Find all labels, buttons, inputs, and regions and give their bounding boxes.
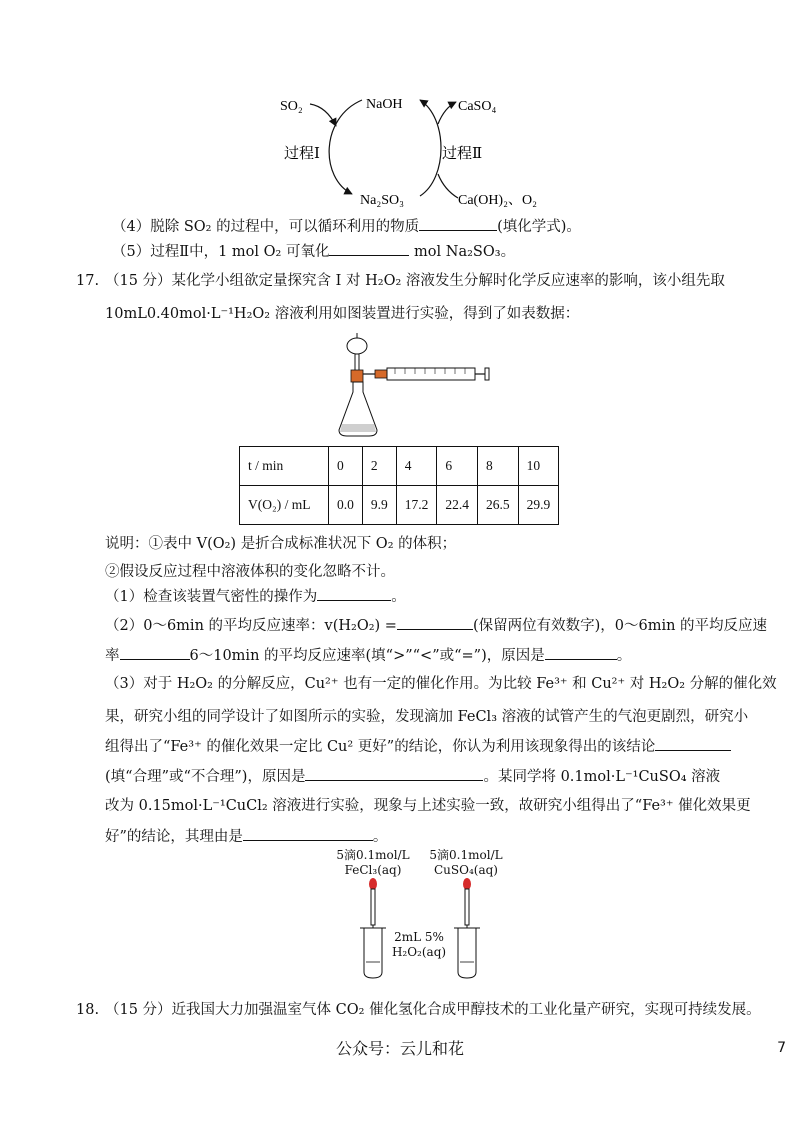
answer-blank-17-2b[interactable] xyxy=(120,645,190,660)
answer-blank-4[interactable] xyxy=(419,216,497,231)
question-18-text: （15 分）近我国大力加强温室气体 CO₂ 催化氢化合成甲醇技术的工业化量产研究，实现可持续发展。 xyxy=(105,1002,761,1018)
process2-label: 过程Ⅱ xyxy=(442,146,483,162)
na2so3-label: Na₂SO₃ xyxy=(360,193,404,208)
table-row xyxy=(240,447,559,486)
right-test-tube xyxy=(454,928,480,978)
table-cell: 2 xyxy=(362,447,396,486)
h2o2-label: 2mL 5% H₂O₂(aq) xyxy=(391,930,447,959)
footer-text: 公众号：云儿和花 xyxy=(335,1039,464,1058)
table-cell: 0.0 xyxy=(329,486,363,525)
answer-blank-17-1[interactable] xyxy=(317,586,391,601)
process1-arc xyxy=(329,100,362,194)
answer-blank-17-2a[interactable] xyxy=(397,615,473,630)
table-row xyxy=(240,486,559,525)
answer-blank-17-3a[interactable] xyxy=(655,736,731,751)
caso4-label: CaSO₄ xyxy=(458,99,497,114)
right-dropper xyxy=(463,878,471,936)
right-dropper-label: 5滴0.1mol/L CuSO₄(aq) xyxy=(429,848,503,877)
table-cell: 17.2 xyxy=(396,486,437,525)
so2-arrow xyxy=(310,104,336,126)
answer-blank-17-2c[interactable] xyxy=(545,645,617,660)
question-17-line2: 10mL0.40mol·L⁻¹H₂O₂ 溶液利用如图装置进行实验，得到了如表数据： xyxy=(105,306,580,322)
table-cell: 22.4 xyxy=(437,486,478,525)
question-5: （5）过程Ⅱ中，1 mol O₂ 可氧化 mol Na₂SO₃。 xyxy=(112,241,515,262)
page-number: 7 xyxy=(777,1040,786,1056)
answer-blank-17-3c[interactable] xyxy=(243,826,373,841)
table-cell: 8 xyxy=(478,447,519,486)
table-cell: 29.9 xyxy=(518,486,559,525)
test-tube-diagram xyxy=(355,878,485,980)
left-dropper-label: 5滴0.1mol/L FeCl₃(aq) xyxy=(336,848,410,877)
note-1: 说明：①表中 V(O₂) 是折合成标准状况下 O₂ 的体积； xyxy=(105,536,457,552)
question-17-3b: 果，研究小组的同学设计了如图所示的实验，发现滴加 FeCl₃ 溶液的试管产生的气泡更剧烈，研究小 xyxy=(105,709,749,725)
table-cell: 4 xyxy=(396,447,437,486)
table-header-label: t / min xyxy=(240,447,329,486)
caso4-arrow xyxy=(438,102,456,124)
question-17-3f: 改为 0.15mol·L⁻¹CuCl₂ 溶液进行实验，现象与上述实验一致，故研究小组得出了“Fe³⁺ 催化效果更 xyxy=(105,798,751,814)
caoh2-o2-label: Ca(OH)₂、O₂ xyxy=(458,193,537,208)
question-17-number: 17. xyxy=(76,273,100,289)
data-table xyxy=(239,446,559,525)
process1-label: 过程Ⅰ xyxy=(284,146,320,162)
question-17-3d: (填“合理”或“不合理”)，原因是 。某同学将 0.1mol·L⁻¹CuSO₄ 溶液 xyxy=(105,766,720,787)
answer-blank-5[interactable] xyxy=(329,241,409,256)
naoh-label: NaOH xyxy=(366,97,403,112)
caoh2-arrow xyxy=(438,174,458,198)
table-cell: 0 xyxy=(329,447,363,486)
table-cell: 6 xyxy=(437,447,478,486)
question-18-number: 18. xyxy=(76,1002,100,1018)
question-17-2a: （2）0～6min 的平均反应速率：v(H₂O₂) = (保留两位有效数字)，0～6min 的平均反应速 xyxy=(105,615,767,636)
table-cell: 10 xyxy=(518,447,559,486)
question-4: （4）脱除 SO₂ 的过程中，可以循环利用的物质 (填化学式)。 xyxy=(112,216,581,237)
question-17-3g: 好”的结论，其理由是 。 xyxy=(105,826,387,847)
left-test-tube xyxy=(360,928,386,978)
table-cell: 9.9 xyxy=(362,486,396,525)
question-17-3a: （3）对于 H₂O₂ 的分解反应，Cu²⁺ 也有一定的催化作用。为比较 Fe³⁺ 和 Cu²⁺ 对 H₂O₂ 分解的催化效 xyxy=(105,676,777,692)
so2-label: SO₂ xyxy=(280,99,303,114)
so2-cycle-diagram xyxy=(270,88,570,213)
question-17-2b: 率 6～10min 的平均反应速率(填“>”“<”或“=”)，原因是 。 xyxy=(105,645,631,666)
answer-blank-17-3b[interactable] xyxy=(305,766,483,781)
left-dropper xyxy=(369,878,377,936)
process2-arc xyxy=(420,100,441,196)
question-17-line1: （15 分）某化学小组欲定量探究含 I 对 H₂O₂ 溶液发生分解时化学反应速率的影响，该小组先取 xyxy=(105,273,725,289)
question-17-1: （1）检查该装置气密性的操作为 。 xyxy=(105,586,406,607)
table-row-label: V(O₂) / mL xyxy=(240,486,329,525)
note-2: ②假设反应过程中溶液体积的变化忽略不计。 xyxy=(105,564,395,580)
question-17-3c: 组得出了“Fe³⁺ 的催化效果一定比 Cu² 更好”的结论，你认为利用该现象得出的该结论 xyxy=(105,736,731,757)
apparatus-diagram xyxy=(335,330,495,440)
table-cell: 26.5 xyxy=(478,486,519,525)
